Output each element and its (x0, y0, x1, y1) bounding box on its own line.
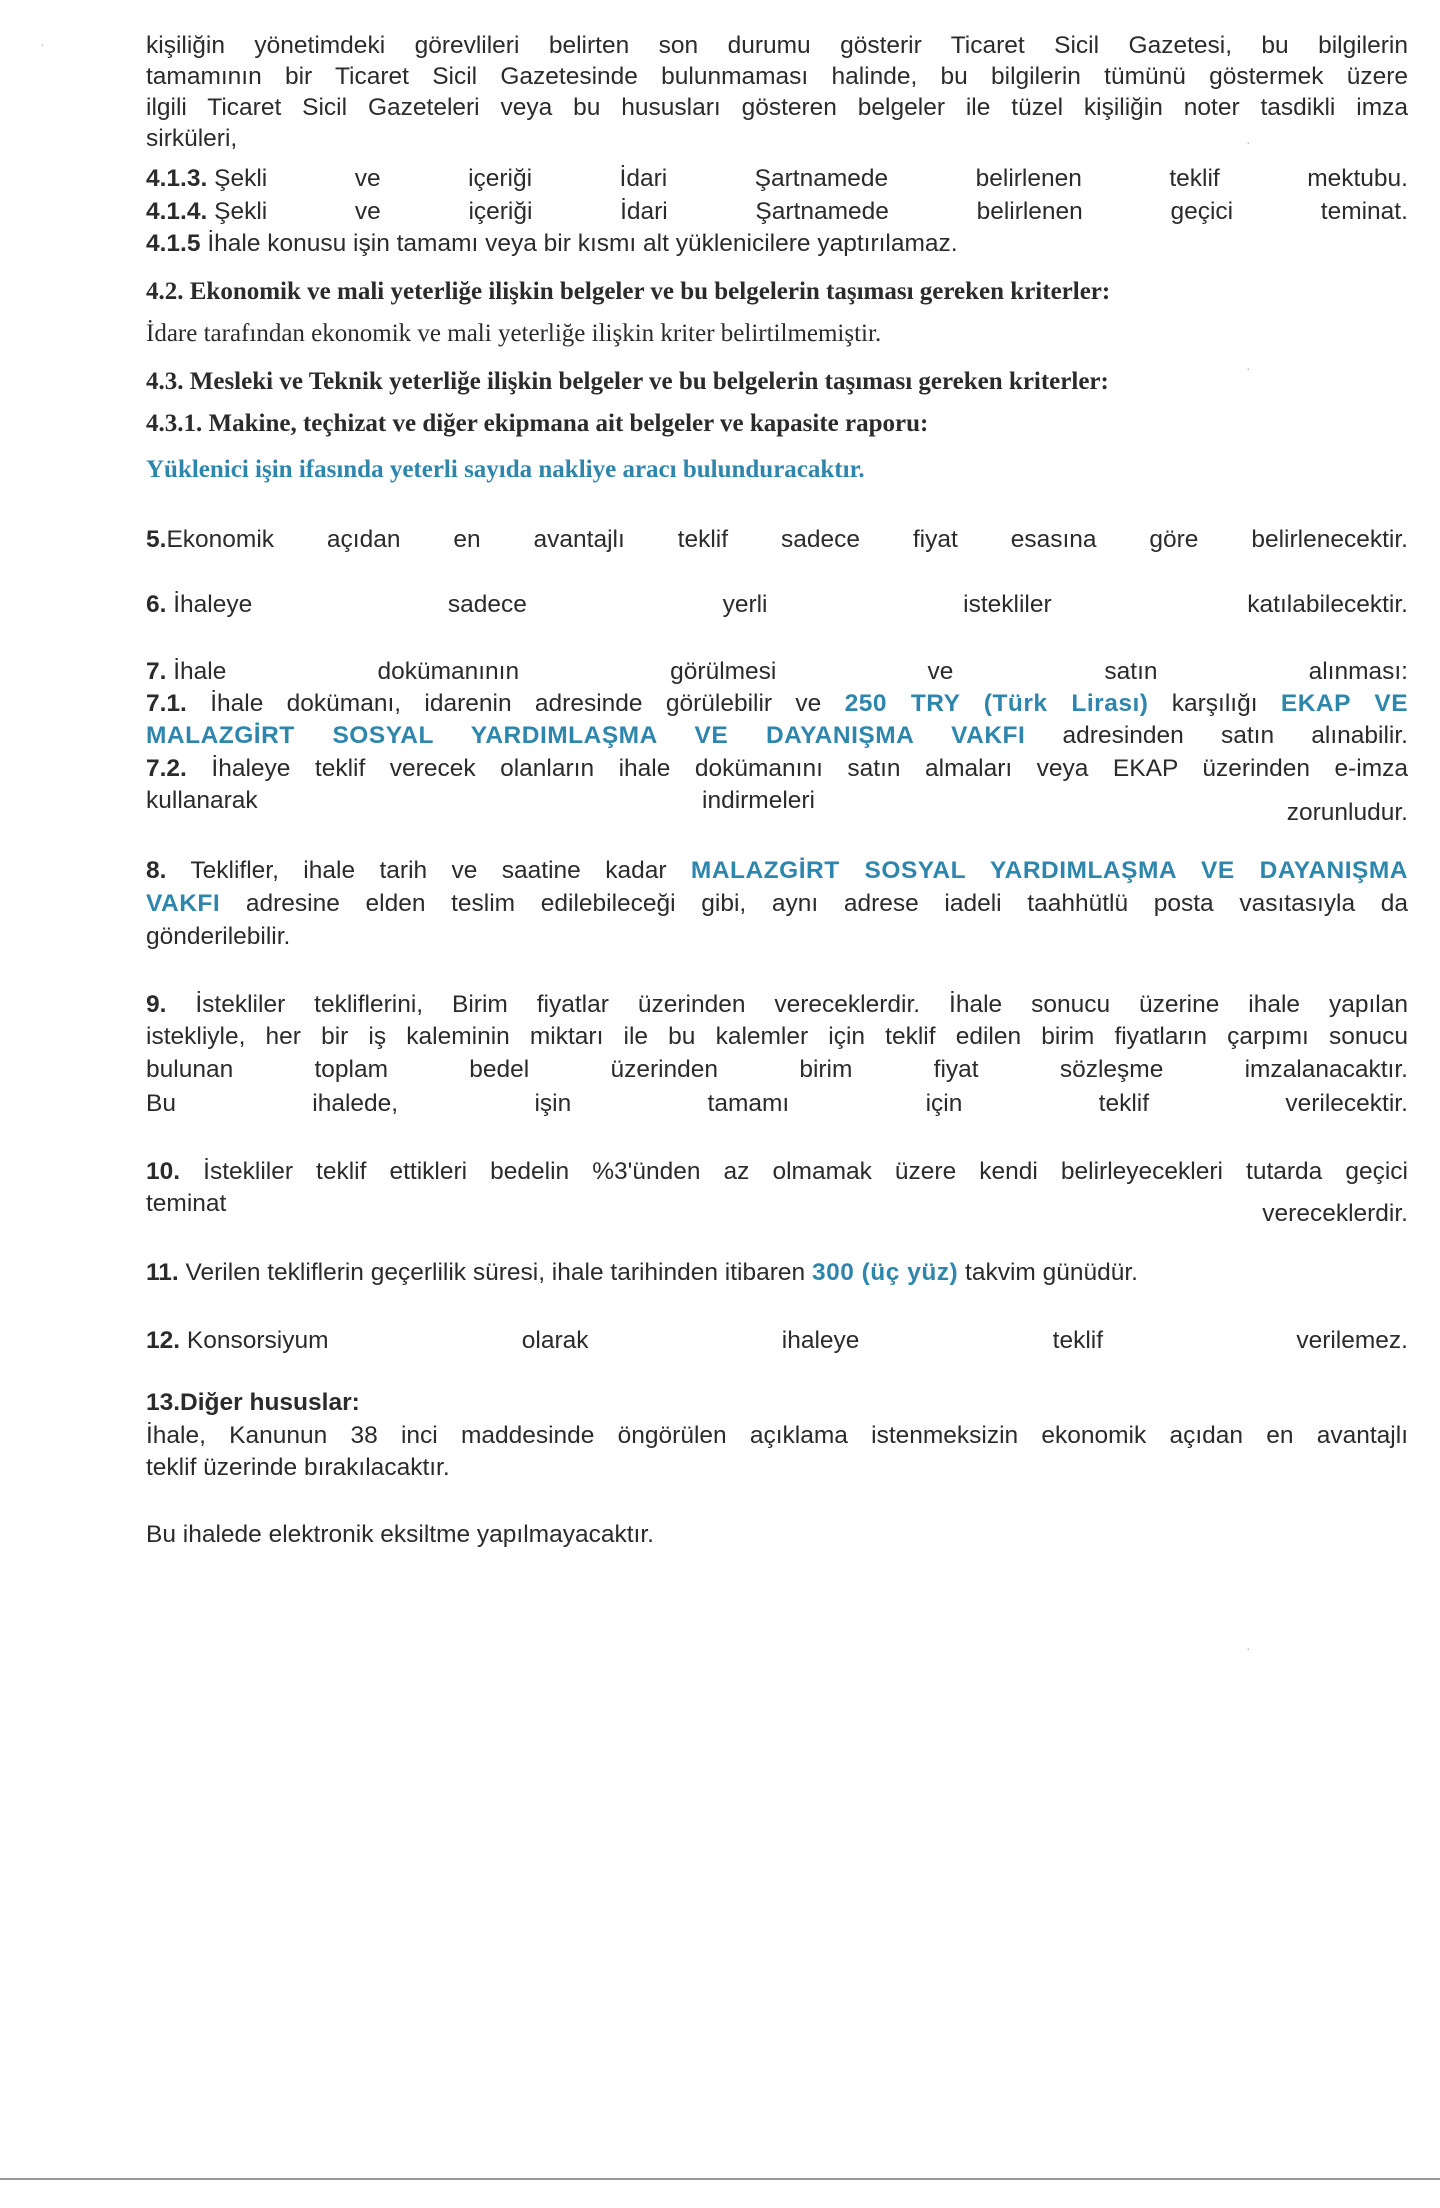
text: indirmeleri (702, 787, 816, 814)
word: Şekli (214, 165, 268, 192)
word: Şartnamede (755, 198, 889, 225)
page-bottom-rule (0, 2178, 1440, 2180)
text: İhaleye teklif verecek olanların ihale dokümanını satın almaları veya EKAP üzerinden e-imza (211, 755, 1408, 782)
section-10-line: vereceklerdir. (1262, 1200, 1408, 1227)
text: kullanarak (146, 787, 258, 814)
word: en (453, 526, 481, 553)
word: teminat. (1320, 198, 1408, 225)
word: teklif (1169, 165, 1220, 192)
word: teklif (677, 526, 729, 553)
item-4-1-5 (146, 228, 1408, 259)
intro-line: kişiliğin yönetimdeki görevlileri belirten son durumu gösterir Ticaret Sicil Gazetesi, bu bilgilerin (146, 32, 1408, 59)
word: teklif (1052, 1327, 1104, 1354)
item-number: 4.1.4. (146, 198, 208, 225)
section-number: 12. (146, 1327, 181, 1354)
validity-highlight: 300 (üç yüz) (811, 1259, 959, 1286)
word: verilemez. (1296, 1327, 1408, 1354)
word: katılabilecektir. (1247, 591, 1408, 618)
section-number: 7.2. (146, 755, 187, 782)
word: istekliler (963, 591, 1052, 618)
text: takvim günüdür. (965, 1259, 1138, 1286)
section-number: 6. (146, 591, 167, 618)
text: İstekliler tekliflerini, Birim fiyatlar üzerinden vereceklerdir. İhale sonucu üzerine ihale yapılan (195, 991, 1408, 1018)
section-4-3-1-highlight: Yüklenici işin ifasında yeterli sayıda nakliye aracı bulunduracaktır. (146, 456, 865, 483)
word: İdari (619, 165, 668, 192)
word: esasına (1010, 526, 1097, 553)
word: avantajlı (533, 526, 625, 553)
section-4-3-heading: 4.3. Mesleki ve Teknik yeterliğe ilişkin belgeler ve bu belgelerin taşıması gereken kriterler: (146, 368, 1109, 395)
word: teklif (1098, 1090, 1150, 1117)
word: bedel (469, 1056, 530, 1083)
section-4-2-heading: 4.2. Ekonomik ve mali yeterliğe ilişkin belgeler ve bu belgelerin taşıması gereken kriterler: (146, 278, 1111, 305)
section-4-3-1-heading: 4.3.1. Makine, teçhizat ve diğer ekipmana ait belgeler ve kapasite raporu: (146, 410, 929, 437)
word: için (925, 1090, 963, 1117)
word: fiyat (933, 1056, 979, 1083)
item-number: 4.1.5 (146, 230, 201, 257)
section-7-2-line: zorunludur. (1286, 799, 1408, 826)
scan-speck: · (1246, 360, 1251, 376)
section-8-line (146, 888, 1408, 919)
word: ve (927, 658, 954, 685)
section-5 (146, 524, 1408, 555)
item-number: 4.1.3. (146, 165, 208, 192)
item-4-1-4 (146, 196, 1408, 227)
word: satın (1104, 658, 1158, 685)
word: geçici (1170, 198, 1234, 225)
word: içeriği (468, 198, 533, 225)
word: belirlenecektir. (1251, 526, 1408, 553)
section-13-line: Bu ihalede elektronik eksiltme yapılmayacaktır. (146, 1521, 654, 1548)
item-4-1-3 (146, 163, 1408, 194)
word: içeriği (468, 165, 533, 192)
text: adresine elden teslim edilebileceği gibi, aynı adrese iadeli taahhütlü posta vasıtasıyla da (245, 890, 1409, 917)
section-7-2-line (146, 753, 1408, 784)
section-4-2-text: İdare tarafından ekonomik ve mali yeterliğe ilişkin kriter belirtilmemiştir. (146, 320, 882, 347)
section-7-1-line (146, 720, 1408, 751)
word: işin (534, 1090, 572, 1117)
section-9-line (146, 1054, 1408, 1085)
word: olarak (521, 1327, 589, 1354)
text: Verilen tekliflerin geçerlilik süresi, ihale tarihinden itibaren (185, 1259, 806, 1286)
word: İdari (620, 198, 668, 225)
word: göre (1149, 526, 1199, 553)
word: açıdan (326, 526, 401, 553)
section-8-line (146, 855, 1408, 886)
word: Şartnamede (754, 165, 889, 192)
word: yerli (722, 591, 768, 618)
word: imzalanacaktır. (1244, 1056, 1408, 1083)
scan-speck: · (1246, 1640, 1251, 1656)
word: ihaleye (781, 1327, 860, 1354)
word: tamamı (707, 1090, 790, 1117)
word: belirlenen (976, 198, 1083, 225)
scan-speck: · (1246, 134, 1251, 150)
text: İhale dokümanı, idarenin adresinde görülebilir ve (210, 690, 822, 717)
word: ve (354, 165, 381, 192)
word: İhaleye (173, 591, 253, 618)
word: sadece (447, 591, 527, 618)
word: Şekli (214, 198, 268, 225)
section-9-line: istekliyle, her bir iş kaleminin miktarı ile bu kalemler için teklif edilen birim fiyatların çarpımı sonucu (146, 1023, 1408, 1050)
word: verilecektir. (1285, 1090, 1408, 1117)
section-number: 7.1. (146, 690, 187, 717)
word: Bu (146, 1090, 176, 1117)
word: toplam (314, 1056, 388, 1083)
intro-line: tamamının bir Ticaret Sicil Gazetesinde bulunmaması halinde, bu bilgilerin tümünü göstermek üzere (146, 63, 1408, 90)
text: Teklifler, ihale tarih ve saatine kadar (190, 857, 667, 884)
section-13-line: teklif üzerinde bırakılacaktır. (146, 1454, 450, 1481)
word: Ekonomik (166, 526, 275, 553)
section-8-line: gönderilebilir. (146, 923, 291, 950)
section-13-line: İhale, Kanunun 38 inci maddesinde öngörülen açıklama istenmeksizin ekonomik açıdan en avantajlı (146, 1422, 1408, 1449)
word: bulunan (146, 1056, 234, 1083)
word: ve (354, 198, 381, 225)
section-number: 10. (146, 1158, 181, 1185)
word: belirlenen (975, 165, 1082, 192)
word: alınması: (1308, 658, 1408, 685)
item-text: İhale konusu işin tamamı veya bir kısmı alt yüklenicilere yaptırılamaz. (207, 230, 958, 257)
org-highlight: MALAZGİRT SOSYAL YARDIMLAŞMA VE DAYANIŞMA VAKFI (146, 722, 1026, 749)
intro-line: ilgili Ticaret Sicil Gazeteleri veya bu hususları gösteren belgeler ile tüzel kişiliğin noter tasdikli imza (146, 94, 1408, 121)
word: İhale (173, 658, 227, 685)
section-11 (146, 1257, 1408, 1288)
word: sadece (780, 526, 860, 553)
section-6 (146, 589, 1408, 620)
word: görülmesi (670, 658, 777, 685)
text: adresinden satın alınabilir. (1062, 722, 1408, 749)
section-number: 7. (146, 658, 167, 685)
word: Konsorsiyum (186, 1327, 329, 1354)
word: sözleşme (1059, 1056, 1164, 1083)
text: İstekliler teklif ettikleri bedelin %3'ünden az olmamak üzere kendi belirleyecekleri tutarda geçici (203, 1158, 1409, 1185)
word: birim (799, 1056, 853, 1083)
section-number: 9. (146, 991, 167, 1018)
section-9-line (146, 1088, 1408, 1119)
org-highlight: EKAP VE (1280, 690, 1409, 717)
intro-line: sirküleri, (146, 125, 238, 152)
section-7 (146, 656, 1408, 687)
word: dokümanının (377, 658, 520, 685)
section-12 (146, 1325, 1408, 1356)
fee-highlight: 250 TRY (Türk Lirası) (844, 690, 1149, 717)
section-7-1-line (146, 688, 1408, 719)
section-13-heading: 13.Diğer hususlar: (146, 1389, 360, 1416)
section-9-line (146, 989, 1408, 1020)
org-highlight: VAKFI (146, 890, 221, 917)
scan-speck: · (40, 36, 45, 52)
section-10-line: teminat (146, 1190, 227, 1217)
section-10-line (146, 1156, 1408, 1187)
word: ihalede, (312, 1090, 399, 1117)
word: üzerinden (610, 1056, 719, 1083)
section-number: 11. (146, 1259, 179, 1286)
section-number: 8. (146, 857, 167, 884)
word: fiyat (912, 526, 958, 553)
word: mektubu. (1307, 165, 1408, 192)
section-number: 5. (146, 526, 167, 553)
org-highlight: MALAZGİRT SOSYAL YARDIMLAŞMA VE DAYANIŞMA (690, 857, 1408, 884)
text: karşılığı (1171, 690, 1258, 717)
